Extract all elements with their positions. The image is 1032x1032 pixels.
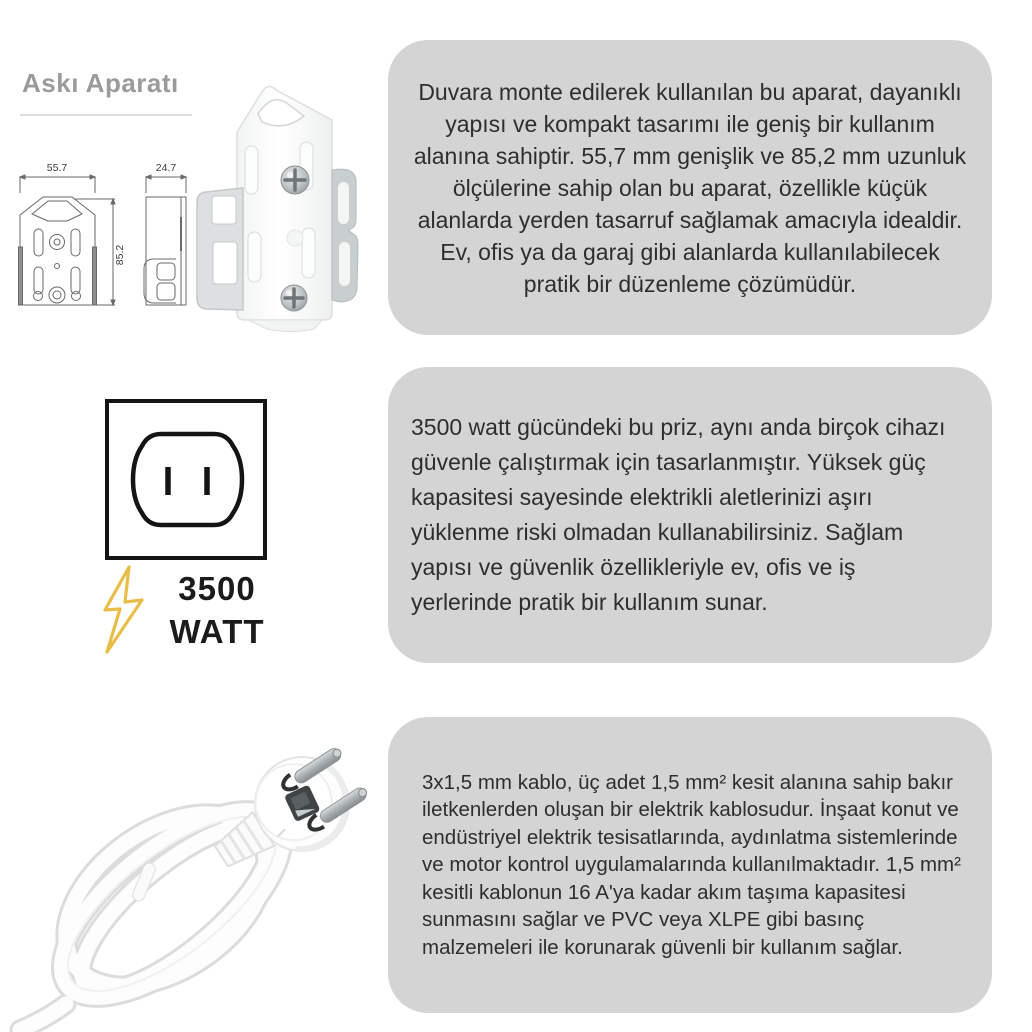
height-dim-label: 85.2 <box>114 244 126 266</box>
cable-description-text: 3x1,5 mm kablo, üç adet 1,5 mm² kesit alanına sahip bakır iletkenlerden oluşan bir elektrik kablosudur. İnşaat konut ve endüstriyel elektrik tesisatlarında, aydınlatma sistemlerinde ve motor kontrol uygulamalarında kullanılmaktadır. 1,5 mm² kesitli kablonun 16 A'ya kadar akım taşıma kapasitesi sunmasını sağlar ve PVC veya XLPE gibi basınç malzemeleri ile korunarak güvenli bir kullanım sağlar. <box>422 770 961 959</box>
dimension-drawing <box>10 155 195 315</box>
title-underline <box>20 114 192 116</box>
lightning-icon <box>97 563 153 657</box>
hanger-description-text: Duvara monte edilerek kullanılan bu aparat, dayanıklı yapısı ve kompakt tasarımı ile geniş bir kullanım alanına sahiptir. 55,7 mm genişlik ve 85,2 mm uzunluk ölçülerine sahip olan bu aparat, özellikle küçük alanlarda yerden tasarruf sağlamak amacıyla idealdir. Ev, ofis ya da garaj gibi alanlarda kullanılabilecek pratik bir düzenleme çözümüdür. <box>413 78 967 297</box>
hanger-description-bubble <box>388 40 992 335</box>
screw-top <box>281 166 309 194</box>
bracket-3d-render <box>188 70 393 334</box>
screw-bottom <box>281 285 307 311</box>
power-description-bubble <box>388 367 992 663</box>
power-value: 3500 <box>178 570 256 607</box>
section-title: Askı Aparatı <box>22 68 179 98</box>
outlet-icon <box>109 403 263 556</box>
power-cable-photo <box>0 712 400 1032</box>
outlet-icon-frame <box>105 399 267 560</box>
power-unit: WATT <box>169 613 265 650</box>
depth-dim-label: 24.7 <box>155 162 177 174</box>
cable-description-bubble <box>388 717 992 1013</box>
power-rating <box>156 567 278 653</box>
width-dim-label: 55.7 <box>46 162 68 174</box>
power-description-text: 3500 watt gücündeki bu priz, aynı anda birçok cihazı güvenle çalıştırmak için tasarlanmıştır. Yüksek güç kapasitesi sayesinde elektrikli aletlerinizi aşırı yüklenme riski olmadan kullanabilirsiniz. Sağlam yapısı ve güvenlik özellikleriyle ev, ofis ve iş yerlerinde pratik bir kullanım sunar. <box>411 414 946 615</box>
